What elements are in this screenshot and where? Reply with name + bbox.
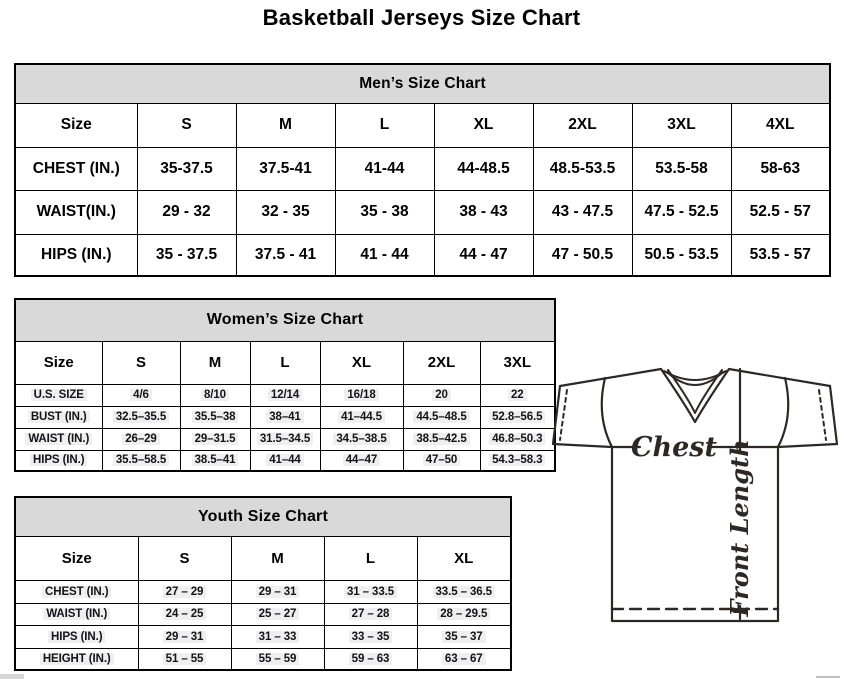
youth-row-label-chest: [15, 580, 138, 603]
value-cell: [250, 450, 320, 471]
cell-text: 41–44.5: [338, 411, 385, 423]
value-cell: 48.5-53.5: [533, 147, 632, 190]
value-cell: 47 - 50.5: [533, 234, 632, 276]
womens-row-label-bust: [15, 406, 102, 428]
cell-text: 26–29: [122, 433, 159, 445]
cell-text: 22: [508, 389, 527, 401]
value-cell: 41-44: [335, 147, 434, 190]
cell-text: 47–50: [423, 454, 460, 466]
cell-text: 29–31.5: [192, 433, 239, 445]
value-cell: [138, 648, 231, 670]
youth-size-col-header: Size: [15, 536, 138, 580]
value-cell: 32 - 35: [236, 190, 335, 234]
cell-text: 25 – 27: [256, 608, 300, 620]
cell-text: HEIGHT (IN.): [40, 653, 114, 665]
mens-row-label-chest: CHEST (IN.): [15, 147, 137, 190]
mens-size-col-header: Size: [15, 103, 137, 147]
mens-row-label-waist: WAIST(IN.): [15, 190, 137, 234]
value-cell: [250, 428, 320, 450]
mens-size-header: XL: [434, 103, 533, 147]
cell-text: 24 – 25: [163, 608, 207, 620]
cell-text: WAIST (IN.): [25, 433, 92, 445]
cell-text: 4/6: [130, 389, 152, 401]
womens-table-title: Women’s Size Chart: [15, 299, 555, 341]
value-cell: [324, 648, 417, 670]
sleeve-stitch-left: [560, 390, 567, 440]
cell-text: 8/10: [201, 389, 229, 401]
value-cell: [417, 648, 511, 670]
value-cell: [180, 384, 250, 406]
cell-text: 59 – 63: [349, 653, 393, 665]
cell-text: 54.3–58.3: [489, 454, 545, 466]
youth-table-title: Youth Size Chart: [15, 497, 511, 536]
value-cell: [102, 450, 180, 471]
mens-size-header: L: [335, 103, 434, 147]
mens-size-header: 2XL: [533, 103, 632, 147]
value-cell: [417, 580, 511, 603]
cell-text: 29 – 31: [256, 586, 300, 598]
womens-row-label-us-size: [15, 384, 102, 406]
cell-text: 31 – 33.5: [344, 586, 397, 598]
page-title: Basketball Jerseys Size Chart: [262, 5, 581, 30]
value-cell: [403, 384, 480, 406]
value-cell: 53.5 - 57: [731, 234, 830, 276]
jersey-outline: [560, 369, 661, 386]
cell-text: 52.8–56.5: [489, 411, 545, 423]
value-cell: [180, 406, 250, 428]
front-length-label: Front Length: [725, 439, 754, 617]
value-cell: [231, 648, 324, 670]
value-cell: [231, 625, 324, 648]
mens-table-title: Men’s Size Chart: [15, 64, 830, 103]
value-cell: [324, 603, 417, 625]
value-cell: [324, 625, 417, 648]
value-cell: [480, 428, 555, 450]
cell-text: 34.5–38.5: [333, 433, 389, 445]
mens-size-header: S: [137, 103, 236, 147]
value-cell: [138, 580, 231, 603]
value-cell: 50.5 - 53.5: [632, 234, 731, 276]
mens-size-header: 4XL: [731, 103, 830, 147]
jersey-measurement-diagram: [548, 356, 838, 628]
mens-size-table: [14, 63, 831, 277]
cropped-cell-artifact-right: [816, 676, 840, 678]
chest-label: Chest: [631, 432, 717, 463]
cell-text: 38.5–42.5: [413, 433, 469, 445]
value-cell: [417, 603, 511, 625]
cell-text: 44–47: [343, 454, 380, 466]
youth-size-header: XL: [417, 536, 511, 580]
womens-size-col-header: Size: [15, 341, 102, 384]
womens-size-header: S: [102, 341, 180, 384]
value-cell: 37.5 - 41: [236, 234, 335, 276]
value-cell: 43 - 47.5: [533, 190, 632, 234]
value-cell: [480, 450, 555, 471]
value-cell: [102, 384, 180, 406]
youth-row-label-hips: [15, 625, 138, 648]
value-cell: [180, 428, 250, 450]
youth-row-label-height: [15, 648, 138, 670]
cropped-cell-artifact-left: [0, 674, 24, 679]
womens-size-header: 3XL: [480, 341, 555, 384]
value-cell: [324, 580, 417, 603]
cell-text: 35 – 37: [442, 631, 486, 643]
cell-text: U.S. SIZE: [31, 389, 87, 401]
cell-text: 31.5–34.5: [257, 433, 313, 445]
cell-text: 35.5–38: [192, 411, 239, 423]
cell-text: 46.8–50.3: [489, 433, 545, 445]
value-cell: 38 - 43: [434, 190, 533, 234]
womens-row-label-waist: [15, 428, 102, 450]
mens-row-label-hips: HIPS (IN.): [15, 234, 137, 276]
cell-text: HIPS (IN.): [48, 631, 105, 643]
cell-text: 55 – 59: [256, 653, 300, 665]
value-cell: [231, 580, 324, 603]
value-cell: [102, 406, 180, 428]
cell-text: 31 – 33: [256, 631, 300, 643]
cell-text: 35.5–58.5: [113, 454, 169, 466]
youth-row-label-waist: [15, 603, 138, 625]
value-cell: 41 - 44: [335, 234, 434, 276]
womens-size-header: M: [180, 341, 250, 384]
value-cell: [250, 406, 320, 428]
value-cell: [403, 406, 480, 428]
cell-text: 38.5–41: [192, 454, 239, 466]
womens-size-header: 2XL: [403, 341, 480, 384]
youth-size-header: M: [231, 536, 324, 580]
cell-text: 33 – 35: [349, 631, 393, 643]
youth-size-table: [14, 496, 512, 671]
value-cell: [138, 625, 231, 648]
cell-text: 27 – 28: [349, 608, 393, 620]
value-cell: [480, 384, 555, 406]
womens-size-header: XL: [320, 341, 403, 384]
value-cell: 29 - 32: [137, 190, 236, 234]
value-cell: 35 - 38: [335, 190, 434, 234]
youth-size-header: S: [138, 536, 231, 580]
cell-text: 20: [432, 389, 451, 401]
cell-text: 63 – 67: [442, 653, 486, 665]
mens-size-header: M: [236, 103, 335, 147]
value-cell: [320, 450, 403, 471]
cell-text: 44.5–48.5: [413, 411, 469, 423]
cell-text: 32.5–35.5: [113, 411, 169, 423]
value-cell: 35-37.5: [137, 147, 236, 190]
womens-row-label-hips: [15, 450, 102, 471]
sleeve-stitch-right: [819, 390, 826, 440]
cell-text: 28 – 29.5: [437, 608, 490, 620]
value-cell: [102, 428, 180, 450]
cell-text: 38–41: [266, 411, 303, 423]
value-cell: 35 - 37.5: [137, 234, 236, 276]
value-cell: 44-48.5: [434, 147, 533, 190]
cell-text: 51 – 55: [163, 653, 207, 665]
value-cell: 44 - 47: [434, 234, 533, 276]
value-cell: 52.5 - 57: [731, 190, 830, 234]
value-cell: [231, 603, 324, 625]
cell-text: 41–44: [266, 454, 303, 466]
cell-text: 12/14: [268, 389, 302, 401]
value-cell: 53.5-58: [632, 147, 731, 190]
value-cell: 47.5 - 52.5: [632, 190, 731, 234]
value-cell: [320, 384, 403, 406]
value-cell: [180, 450, 250, 471]
value-cell: [320, 406, 403, 428]
youth-size-header: L: [324, 536, 417, 580]
cell-text: BUST (IN.): [28, 411, 90, 423]
value-cell: [403, 428, 480, 450]
cell-text: HIPS (IN.): [30, 454, 87, 466]
womens-size-table: [14, 298, 556, 472]
value-cell: [138, 603, 231, 625]
cell-text: 16/18: [344, 389, 378, 401]
mens-size-header: 3XL: [632, 103, 731, 147]
cell-text: WAIST (IN.): [43, 608, 110, 620]
value-cell: [403, 450, 480, 471]
cell-text: 29 – 31: [163, 631, 207, 643]
value-cell: [250, 384, 320, 406]
cell-text: 27 – 29: [163, 586, 207, 598]
cell-text: 33.5 – 36.5: [433, 586, 495, 598]
value-cell: [320, 428, 403, 450]
cell-text: CHEST (IN.): [42, 586, 111, 598]
value-cell: [417, 625, 511, 648]
value-cell: 37.5-41: [236, 147, 335, 190]
womens-size-header: L: [250, 341, 320, 384]
value-cell: 58-63: [731, 147, 830, 190]
value-cell: [480, 406, 555, 428]
